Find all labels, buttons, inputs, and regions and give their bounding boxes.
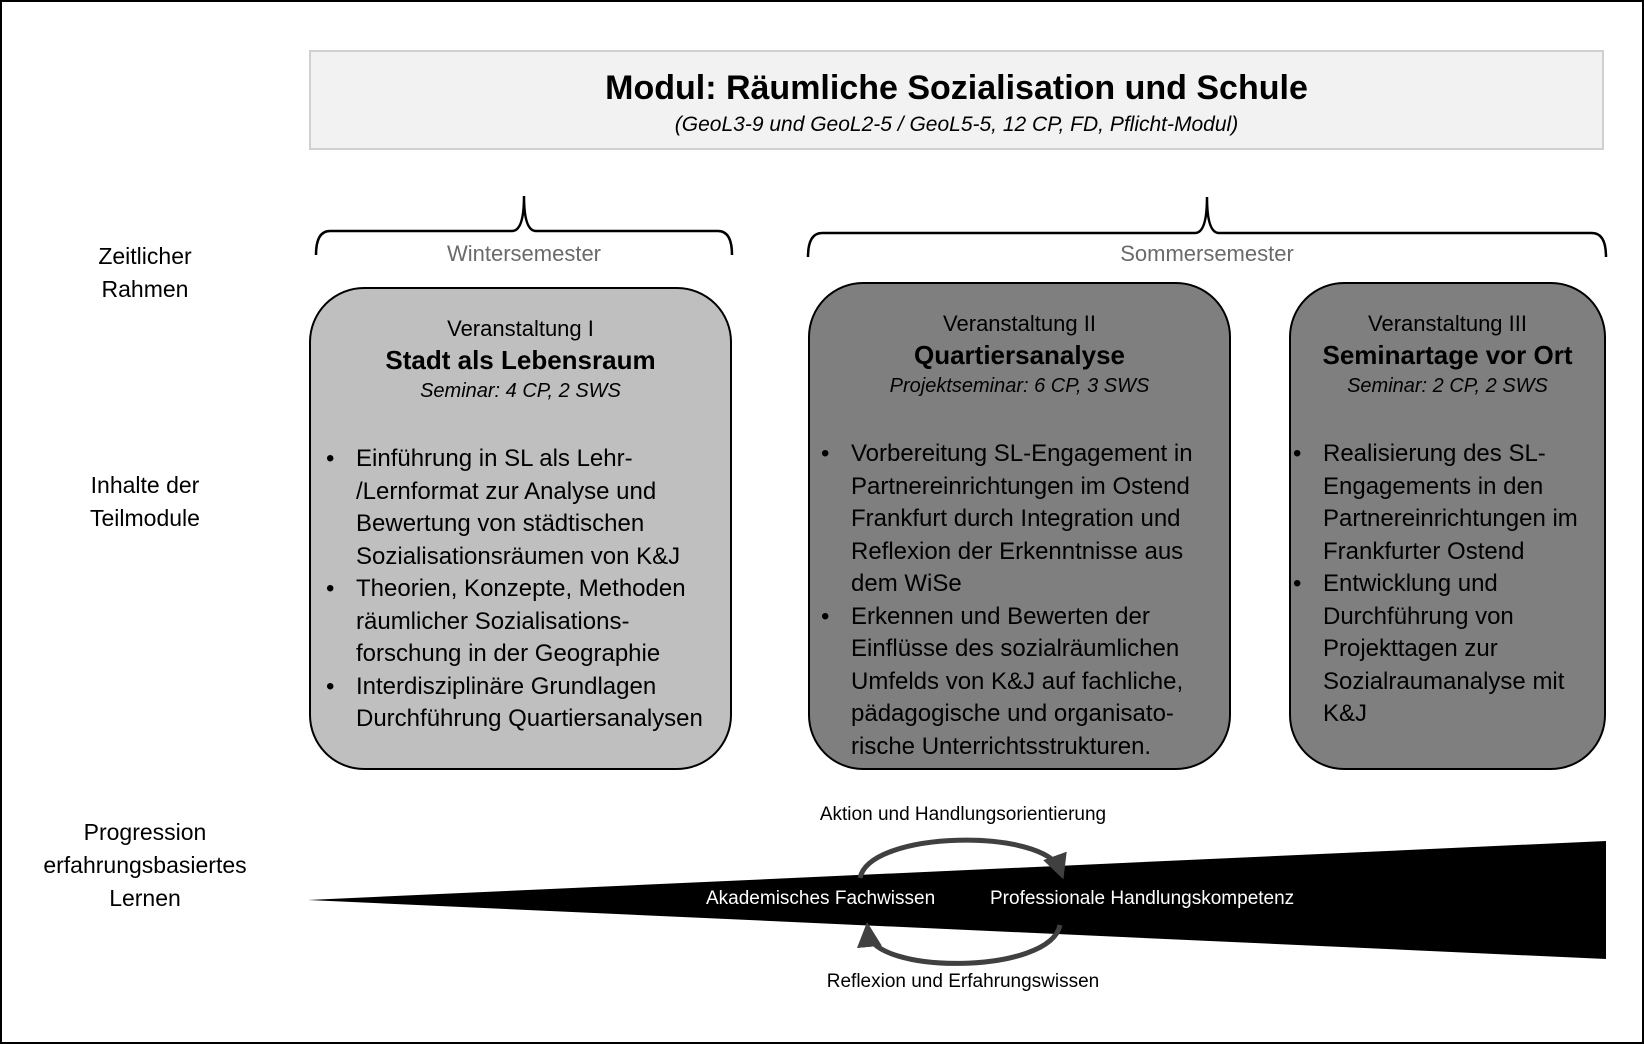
course-meta: Seminar: 2 CP, 2 SWS [1347,375,1548,397]
label-professional-competence: Professionale Handlungskompetenz [990,888,1295,909]
bullet-line: • Vorbereitung SL-Engagement in [851,440,1193,467]
bullet-line: räumlicher Sozialisations- [356,607,630,635]
label-academic-knowledge: Akademisches Fachwissen [706,888,936,909]
course-card-1 [309,287,732,770]
bullet-line: Partnereinrichtungen im Ostend [851,472,1190,500]
bullet-line: Durchführung von [1323,602,1514,630]
bullet-line: rische Unterrichtsstrukturen. [851,732,1152,760]
bullet-line: Sozialraumanalyse mit [1323,667,1565,695]
course-card-2 [808,282,1231,770]
row-label-line: Lernen [109,885,181,911]
bullet-line: Sozialisationsräumen von K&J [356,542,681,570]
bullet-line: K&J [1323,700,1368,727]
course-bullet [851,601,1229,764]
bullet-line: forschung in der Geographie [356,640,661,667]
course-kicker: Veranstaltung II [943,311,1096,336]
course-meta: Projektseminar: 6 CP, 3 SWS [889,375,1150,397]
bullet-line: /Lernformat zur Analyse und [356,477,657,505]
course-bullet-list [356,443,730,736]
course-bullet [1323,438,1604,568]
course-bullet [851,438,1229,601]
bullet-line: Projekttagen zur [1323,635,1498,662]
bullet-line: • Theorien, Konzepte, Methoden [356,575,686,602]
bullet-line: Durchführung Quartiersanalysen [356,705,703,732]
course-bullet [356,573,730,671]
module-subtitle: (GeoL3-9 und GeoL2-5 / GeoL5-5, 12 CP, FD, Pflicht-Modul) [674,113,1239,136]
bullet-line: dem WiSe [851,570,962,597]
row-label-line: erfahrungsbasiertes [43,852,247,878]
label-action-orientation: Aktion und Handlungsorientierung [819,804,1107,825]
module-title: Modul: Räumliche Sozialisation und Schule [605,69,1308,107]
bullet-line: • Einführung in SL als Lehr- [356,445,633,472]
semester-winter: Wintersemester [446,241,602,266]
course-bullet-list [851,438,1229,763]
course-bullet [1323,568,1604,731]
course-bullet [356,671,730,736]
course-kicker: Veranstaltung III [1368,311,1527,336]
course-name: Quartiersanalyse [913,340,1125,370]
bullet-line: Partnereinrichtungen im [1323,505,1578,532]
row-label-line: Progression [83,819,207,845]
course-bullet [356,443,730,573]
bullet-line: Engagements in den [1323,472,1544,500]
bullet-line: pädagogische und organisato- [851,700,1174,727]
bullet-line: Bewertung von städtischen [356,510,645,537]
course-meta: Seminar: 4 CP, 2 SWS [420,380,621,402]
bullet-line: Einflüsse des sozialräumlichen [851,635,1180,662]
label-reflection-experience: Reflexion und Erfahrungswissen [826,971,1100,992]
course-name: Stadt als Lebensraum [385,345,656,375]
bullet-line: Frankfurter Ostend [1323,537,1525,565]
row-label-line: Inhalte der [90,472,200,498]
row-label-line: Teilmodule [90,505,200,531]
row-label-line: Zeitlicher [98,243,192,269]
bullet-line: • Realisierung des SL- [1323,440,1546,467]
bullet-line: Reflexion der Erkenntnisse aus [851,537,1184,565]
bullet-line: • Erkennen und Bewerten der [851,602,1150,630]
course-name: Seminartage vor Ort [1322,340,1573,370]
course-kicker: Veranstaltung I [447,316,594,341]
semester-summer: Sommersemester [1120,241,1294,266]
course-bullet-list [1323,438,1604,731]
row-label-line: Rahmen [101,276,189,302]
bullet-line: Frankfurt durch Integration und [851,505,1181,532]
bullet-line: Umfelds von K&J auf fachliche, [851,667,1184,695]
course-card-3 [1289,282,1606,770]
bullet-line: • Entwicklung und [1323,570,1498,597]
progression-wedge [308,841,1606,959]
bullet-line: • Interdisziplinäre Grundlagen [356,672,657,700]
